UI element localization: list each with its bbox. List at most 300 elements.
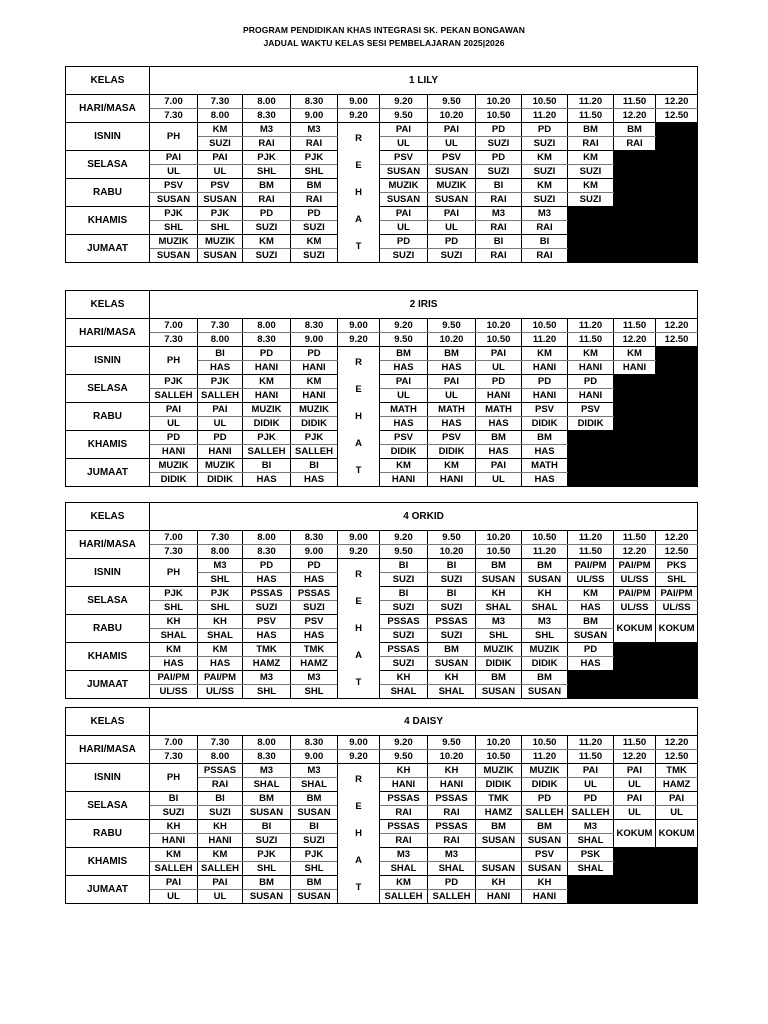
teacher-cell: SUZI xyxy=(291,221,338,235)
subject-cell: PSK xyxy=(568,848,614,862)
teacher-cell: SHL xyxy=(291,685,338,699)
teacher-cell: SUSAN xyxy=(522,862,568,876)
teacher-cell: SUZI xyxy=(198,137,243,151)
time-start: 12.20 xyxy=(656,95,698,109)
teacher-cell: SUZI xyxy=(568,165,614,179)
teacher-cell: SHL xyxy=(291,862,338,876)
day-label: RABU xyxy=(66,179,150,207)
teacher-cell: SUZI xyxy=(380,629,428,643)
time-end: 8.00 xyxy=(198,750,243,764)
teacher-cell: HAS xyxy=(198,361,243,375)
teacher-cell: SALLEH xyxy=(243,445,291,459)
time-end: 11.20 xyxy=(522,750,568,764)
subject-cell: PSSAS xyxy=(428,820,476,834)
time-start: 12.20 xyxy=(656,531,698,545)
time-start: 9.00 xyxy=(338,736,380,750)
time-start: 11.20 xyxy=(568,736,614,750)
teacher-cell: HAS xyxy=(243,629,291,643)
rehat-letter: H xyxy=(355,828,362,839)
timetable-4-daisy xyxy=(65,707,698,904)
teacher-cell: HANI xyxy=(150,834,198,848)
teacher-cell: UL xyxy=(198,165,243,179)
day-label: ISNIN xyxy=(66,559,150,587)
subject-cell: KM xyxy=(291,375,338,389)
rehat-letter: A xyxy=(355,855,362,866)
subject-cell: KH xyxy=(380,671,428,685)
subject-cell: M3 xyxy=(568,820,614,834)
empty-slot xyxy=(656,643,698,671)
teacher-cell: SUSAN xyxy=(243,806,291,820)
time-start: 11.50 xyxy=(614,319,656,333)
subject-cell: PSSAS xyxy=(380,792,428,806)
teacher-cell: HANI xyxy=(380,778,428,792)
subject-cell: KOKUM xyxy=(614,615,656,643)
rehat-letter: R xyxy=(355,133,362,144)
teacher-cell: HAS xyxy=(380,417,428,431)
time-start: 10.50 xyxy=(522,95,568,109)
rehat-letter: A xyxy=(355,650,362,661)
subject-cell: PKS xyxy=(656,559,698,573)
teacher-cell: SHAL xyxy=(568,834,614,848)
subject-cell: BM xyxy=(291,876,338,890)
time-start: 9.50 xyxy=(428,319,476,333)
subject-cell: KM xyxy=(380,876,428,890)
rehat-letter: T xyxy=(355,465,362,476)
teacher-cell: SUSAN xyxy=(522,685,568,699)
subject-cell: BM xyxy=(428,347,476,361)
teacher-cell: DIDIK xyxy=(522,778,568,792)
teacher-cell: HANI xyxy=(291,389,338,403)
teacher-cell: DIDIK xyxy=(522,417,568,431)
subject-cell: PSSAS xyxy=(291,587,338,601)
teacher-cell: RAI xyxy=(243,193,291,207)
teacher-cell: SALLEH xyxy=(291,445,338,459)
subject-cell: BM xyxy=(522,559,568,573)
teacher-cell: SHL xyxy=(476,629,522,643)
time-start: 8.30 xyxy=(291,531,338,545)
subject-cell: KH xyxy=(198,615,243,629)
time-end: 9.00 xyxy=(291,750,338,764)
time-end: 10.20 xyxy=(428,333,476,347)
time-end: 11.50 xyxy=(568,545,614,559)
time-end: 10.20 xyxy=(428,109,476,123)
teacher-cell: SHL xyxy=(198,573,243,587)
teacher-cell: SUSAN xyxy=(291,806,338,820)
timetable-2-iris xyxy=(65,290,698,487)
day-label: SELASA xyxy=(66,587,150,615)
teacher-cell: HAS xyxy=(198,657,243,671)
rehat-column xyxy=(338,559,380,699)
subject-cell: PJK xyxy=(150,207,198,221)
teacher-cell: SUSAN xyxy=(380,165,428,179)
subject-cell: KM xyxy=(522,151,568,165)
empty-slot xyxy=(656,151,698,179)
teacher-cell: SUZI xyxy=(428,629,476,643)
teacher-cell: SHAL xyxy=(291,778,338,792)
time-start: 11.20 xyxy=(568,319,614,333)
subject-cell: PAI xyxy=(428,123,476,137)
teacher-cell: HANI xyxy=(522,361,568,375)
teacher-cell: SUZI xyxy=(476,137,522,151)
empty-slot xyxy=(614,431,656,459)
subject-cell: PJK xyxy=(198,375,243,389)
empty-slot xyxy=(614,151,656,179)
day-label: ISNIN xyxy=(66,347,150,375)
subject-cell: MATH xyxy=(522,459,568,473)
subject-cell: MUZIK xyxy=(522,764,568,778)
teacher-cell: SHL xyxy=(198,601,243,615)
teacher-cell: SHAL xyxy=(522,601,568,615)
subject-cell: BI xyxy=(198,347,243,361)
subject-cell: PD xyxy=(522,792,568,806)
subject-cell: BM xyxy=(291,792,338,806)
teacher-cell: HANI xyxy=(198,834,243,848)
teacher-cell: UL xyxy=(656,806,698,820)
time-end: 10.50 xyxy=(476,750,522,764)
teacher-cell: HANI xyxy=(150,445,198,459)
time-start: 8.30 xyxy=(291,95,338,109)
teacher-cell: SUSAN xyxy=(568,629,614,643)
subject-cell: BI xyxy=(522,235,568,249)
subject-cell: PD xyxy=(150,431,198,445)
teacher-cell: UL xyxy=(380,137,428,151)
teacher-cell: HANI xyxy=(522,890,568,904)
teacher-cell: SALLEH xyxy=(150,862,198,876)
subject-cell: PSV xyxy=(380,431,428,445)
subject-cell: PAI xyxy=(150,876,198,890)
rehat-letter: R xyxy=(355,569,362,580)
teacher-cell: RAI xyxy=(291,193,338,207)
time-end: 9.20 xyxy=(338,109,380,123)
teacher-cell: UL xyxy=(428,137,476,151)
subject-cell: KM xyxy=(568,151,614,165)
teacher-cell: SUSAN xyxy=(198,193,243,207)
class-name: 2 IRIS xyxy=(150,291,698,319)
time-start: 9.20 xyxy=(380,95,428,109)
subject-cell: BI xyxy=(198,792,243,806)
subject-cell: BI xyxy=(380,587,428,601)
rehat-letter: R xyxy=(355,357,362,368)
teacher-cell: SUSAN xyxy=(243,890,291,904)
teacher-cell: HAMZ xyxy=(476,806,522,820)
subject-cell: M3 xyxy=(198,559,243,573)
time-start: 10.50 xyxy=(522,531,568,545)
teacher-cell: SUSAN xyxy=(428,193,476,207)
time-start: 9.00 xyxy=(338,531,380,545)
teacher-cell: SHL xyxy=(522,629,568,643)
subject-cell: BI xyxy=(476,179,522,193)
subject-cell: BM xyxy=(476,431,522,445)
subject-cell: PAI xyxy=(150,403,198,417)
empty-slot xyxy=(656,403,698,431)
day-label: JUMAAT xyxy=(66,876,150,904)
subject-cell: PJK xyxy=(291,431,338,445)
subject-cell: PAI/PM xyxy=(614,559,656,573)
subject-cell: KM xyxy=(568,587,614,601)
teacher-cell: SHL xyxy=(243,862,291,876)
time-end: 11.20 xyxy=(522,109,568,123)
teacher-cell: HANI xyxy=(522,389,568,403)
subject-cell: M3 xyxy=(476,207,522,221)
day-label: RABU xyxy=(66,820,150,848)
time-start: 7.30 xyxy=(198,319,243,333)
teacher-cell: SUSAN xyxy=(476,573,522,587)
teacher-cell: HAS xyxy=(476,417,522,431)
teacher-cell: SUZI xyxy=(243,221,291,235)
kelas-label: KELAS xyxy=(66,67,150,95)
rehat-letter: E xyxy=(355,384,362,395)
day-label: SELASA xyxy=(66,375,150,403)
teacher-cell: UL xyxy=(568,778,614,792)
teacher-cell: SHL xyxy=(198,221,243,235)
day-label: KHAMIS xyxy=(66,431,150,459)
time-end: 12.20 xyxy=(614,333,656,347)
subject-cell: PAI xyxy=(380,375,428,389)
document-title: PROGRAM PENDIDIKAN KHAS INTEGRASI SK. PEKAN BONGAWAN xyxy=(243,25,525,35)
subject-cell: PAI xyxy=(428,375,476,389)
empty-slot xyxy=(614,848,656,876)
time-start: 9.50 xyxy=(428,531,476,545)
subject-cell: PAI xyxy=(198,151,243,165)
empty-slot xyxy=(656,375,698,403)
empty-slot xyxy=(568,431,614,459)
teacher-cell: HANI xyxy=(614,361,656,375)
teacher-cell: RAI xyxy=(428,806,476,820)
time-end: 9.20 xyxy=(338,750,380,764)
teacher-cell: SUZI xyxy=(380,601,428,615)
kelas-label: KELAS xyxy=(66,503,150,531)
subject-cell: PSV xyxy=(568,403,614,417)
teacher-cell: UL xyxy=(198,890,243,904)
time-start: 9.00 xyxy=(338,95,380,109)
teacher-cell: RAI xyxy=(522,249,568,263)
empty-slot xyxy=(568,671,614,699)
time-end: 9.20 xyxy=(338,333,380,347)
time-end: 8.00 xyxy=(198,333,243,347)
subject-cell: PJK xyxy=(198,207,243,221)
subject-cell: BI xyxy=(428,587,476,601)
teacher-cell: DIDIK xyxy=(522,657,568,671)
teacher-cell: SUSAN xyxy=(522,573,568,587)
subject-cell: PAI xyxy=(476,347,522,361)
teacher-cell: SUZI xyxy=(568,193,614,207)
subject-cell: M3 xyxy=(243,764,291,778)
teacher-cell: UL xyxy=(150,165,198,179)
subject-cell: KOKUM xyxy=(656,615,698,643)
teacher-cell: SUZI xyxy=(243,834,291,848)
teacher-cell: SALLEH xyxy=(380,890,428,904)
teacher-cell: SALLEH xyxy=(198,862,243,876)
teacher-cell: RAI xyxy=(568,137,614,151)
subject-cell: M3 xyxy=(291,764,338,778)
time-end: 10.50 xyxy=(476,545,522,559)
empty-slot xyxy=(656,431,698,459)
subject-cell: KM xyxy=(522,347,568,361)
teacher-cell: HANI xyxy=(198,445,243,459)
teacher-cell: RAI xyxy=(428,834,476,848)
subject-cell: TMK xyxy=(291,643,338,657)
subject-cell: MATH xyxy=(476,403,522,417)
time-start: 9.00 xyxy=(338,319,380,333)
subject-cell: KH xyxy=(150,820,198,834)
time-end: 12.20 xyxy=(614,750,656,764)
time-end: 7.30 xyxy=(150,333,198,347)
teacher-cell: SHL xyxy=(243,685,291,699)
subject-cell xyxy=(476,848,522,862)
teacher-cell: RAI xyxy=(380,834,428,848)
subject-cell: PSSAS xyxy=(380,643,428,657)
subject-cell: PAI xyxy=(198,403,243,417)
time-start: 8.00 xyxy=(243,319,291,333)
teacher-cell: RAI xyxy=(243,137,291,151)
time-start: 7.30 xyxy=(198,95,243,109)
rehat-letter: A xyxy=(355,214,362,225)
teacher-cell: DIDIK xyxy=(568,417,614,431)
empty-slot xyxy=(656,876,698,904)
subject-cell: TMK xyxy=(476,792,522,806)
subject-cell: KM xyxy=(568,347,614,361)
teacher-cell: SUSAN xyxy=(428,657,476,671)
teacher-cell: SUZI xyxy=(380,249,428,263)
time-start: 7.00 xyxy=(150,319,198,333)
teacher-cell: UL xyxy=(614,778,656,792)
class-name: 1 LILY xyxy=(150,67,698,95)
teacher-cell: SUZI xyxy=(291,601,338,615)
class-name: 4 DAISY xyxy=(150,708,698,736)
subject-cell: PAI xyxy=(150,151,198,165)
time-end: 8.00 xyxy=(198,109,243,123)
subject-cell: MUZIK xyxy=(150,235,198,249)
kelas-label: KELAS xyxy=(66,291,150,319)
teacher-cell: SUSAN xyxy=(522,834,568,848)
teacher-cell: HAMZ xyxy=(656,778,698,792)
time-start: 8.30 xyxy=(291,319,338,333)
teacher-cell: HANI xyxy=(428,473,476,487)
subject-cell: PSV xyxy=(428,151,476,165)
time-end: 7.30 xyxy=(150,750,198,764)
empty-slot xyxy=(656,235,698,263)
subject-cell: KM xyxy=(428,459,476,473)
teacher-cell: UL xyxy=(198,417,243,431)
subject-cell: PAI xyxy=(614,792,656,806)
time-end: 10.20 xyxy=(428,545,476,559)
teacher-cell: HAS xyxy=(291,573,338,587)
time-end: 9.00 xyxy=(291,109,338,123)
class-name: 4 ORKID xyxy=(150,503,698,531)
teacher-cell: SUSAN xyxy=(476,862,522,876)
teacher-cell: HAS xyxy=(291,473,338,487)
teacher-cell: DIDIK xyxy=(428,445,476,459)
teacher-cell: UL/SS xyxy=(150,685,198,699)
subject-cell: MUZIK xyxy=(291,403,338,417)
teacher-cell: HAMZ xyxy=(291,657,338,671)
subject-cell: KM xyxy=(198,643,243,657)
subject-cell: PSSAS xyxy=(380,615,428,629)
subject-cell: PSV xyxy=(150,179,198,193)
subject-cell: PAI xyxy=(380,123,428,137)
rehat-letter: R xyxy=(355,774,362,785)
subject-cell: PD xyxy=(476,151,522,165)
teacher-cell: SUZI xyxy=(522,137,568,151)
teacher-cell: UL/SS xyxy=(568,573,614,587)
subject-cell: M3 xyxy=(428,848,476,862)
empty-slot xyxy=(656,207,698,235)
empty-slot xyxy=(614,643,656,671)
subject-cell: M3 xyxy=(243,123,291,137)
empty-slot xyxy=(568,459,614,487)
time-start: 11.50 xyxy=(614,95,656,109)
time-start: 7.30 xyxy=(198,736,243,750)
time-end: 10.20 xyxy=(428,750,476,764)
subject-cell: M3 xyxy=(243,671,291,685)
subject-cell: BM xyxy=(522,431,568,445)
subject-cell: KM xyxy=(614,347,656,361)
time-start: 8.00 xyxy=(243,95,291,109)
subject-cell: BM xyxy=(522,671,568,685)
time-start: 8.00 xyxy=(243,531,291,545)
time-start: 11.50 xyxy=(614,531,656,545)
day-label: JUMAAT xyxy=(66,459,150,487)
subject-cell: KH xyxy=(476,587,522,601)
subject-cell: PJK xyxy=(243,151,291,165)
subject-cell: MUZIK xyxy=(476,764,522,778)
teacher-cell: HANI xyxy=(291,361,338,375)
rehat-letter: A xyxy=(355,438,362,449)
subject-cell: PAI/PM xyxy=(568,559,614,573)
teacher-cell: UL xyxy=(380,389,428,403)
subject-cell: KOKUM xyxy=(656,820,698,848)
time-end: 8.30 xyxy=(243,333,291,347)
subject-cell: KM xyxy=(198,123,243,137)
subject-cell: KM xyxy=(568,179,614,193)
teacher-cell: SUZI xyxy=(243,601,291,615)
rehat-column xyxy=(338,347,380,487)
time-end: 9.20 xyxy=(338,545,380,559)
time-end: 11.50 xyxy=(568,750,614,764)
time-start: 8.00 xyxy=(243,736,291,750)
rehat-column xyxy=(338,764,380,904)
time-end: 9.50 xyxy=(380,750,428,764)
subject-cell: M3 xyxy=(522,615,568,629)
teacher-cell: SUZI xyxy=(428,249,476,263)
time-end: 12.50 xyxy=(656,333,698,347)
teacher-cell: HAS xyxy=(476,445,522,459)
time-start: 10.50 xyxy=(522,736,568,750)
time-end: 12.50 xyxy=(656,109,698,123)
subject-cell: M3 xyxy=(476,615,522,629)
subject-cell: BI xyxy=(291,820,338,834)
teacher-cell: DIDIK xyxy=(291,417,338,431)
subject-cell: KM xyxy=(150,643,198,657)
rehat-letter: E xyxy=(355,801,362,812)
time-start: 10.20 xyxy=(476,531,522,545)
teacher-cell: SHAL xyxy=(150,629,198,643)
rehat-letter: T xyxy=(355,241,362,252)
empty-slot xyxy=(568,876,614,904)
time-start: 10.20 xyxy=(476,95,522,109)
empty-slot xyxy=(656,179,698,207)
subject-cell: KH xyxy=(198,820,243,834)
subject-cell: MUZIK xyxy=(243,403,291,417)
teacher-cell: DIDIK xyxy=(380,445,428,459)
empty-slot xyxy=(614,207,656,235)
teacher-cell: HANI xyxy=(380,473,428,487)
teacher-cell: UL xyxy=(150,890,198,904)
subject-cell: KOKUM xyxy=(614,820,656,848)
subject-cell: MATH xyxy=(380,403,428,417)
time-start: 10.20 xyxy=(476,319,522,333)
subject-cell: PAI/PM xyxy=(656,587,698,601)
